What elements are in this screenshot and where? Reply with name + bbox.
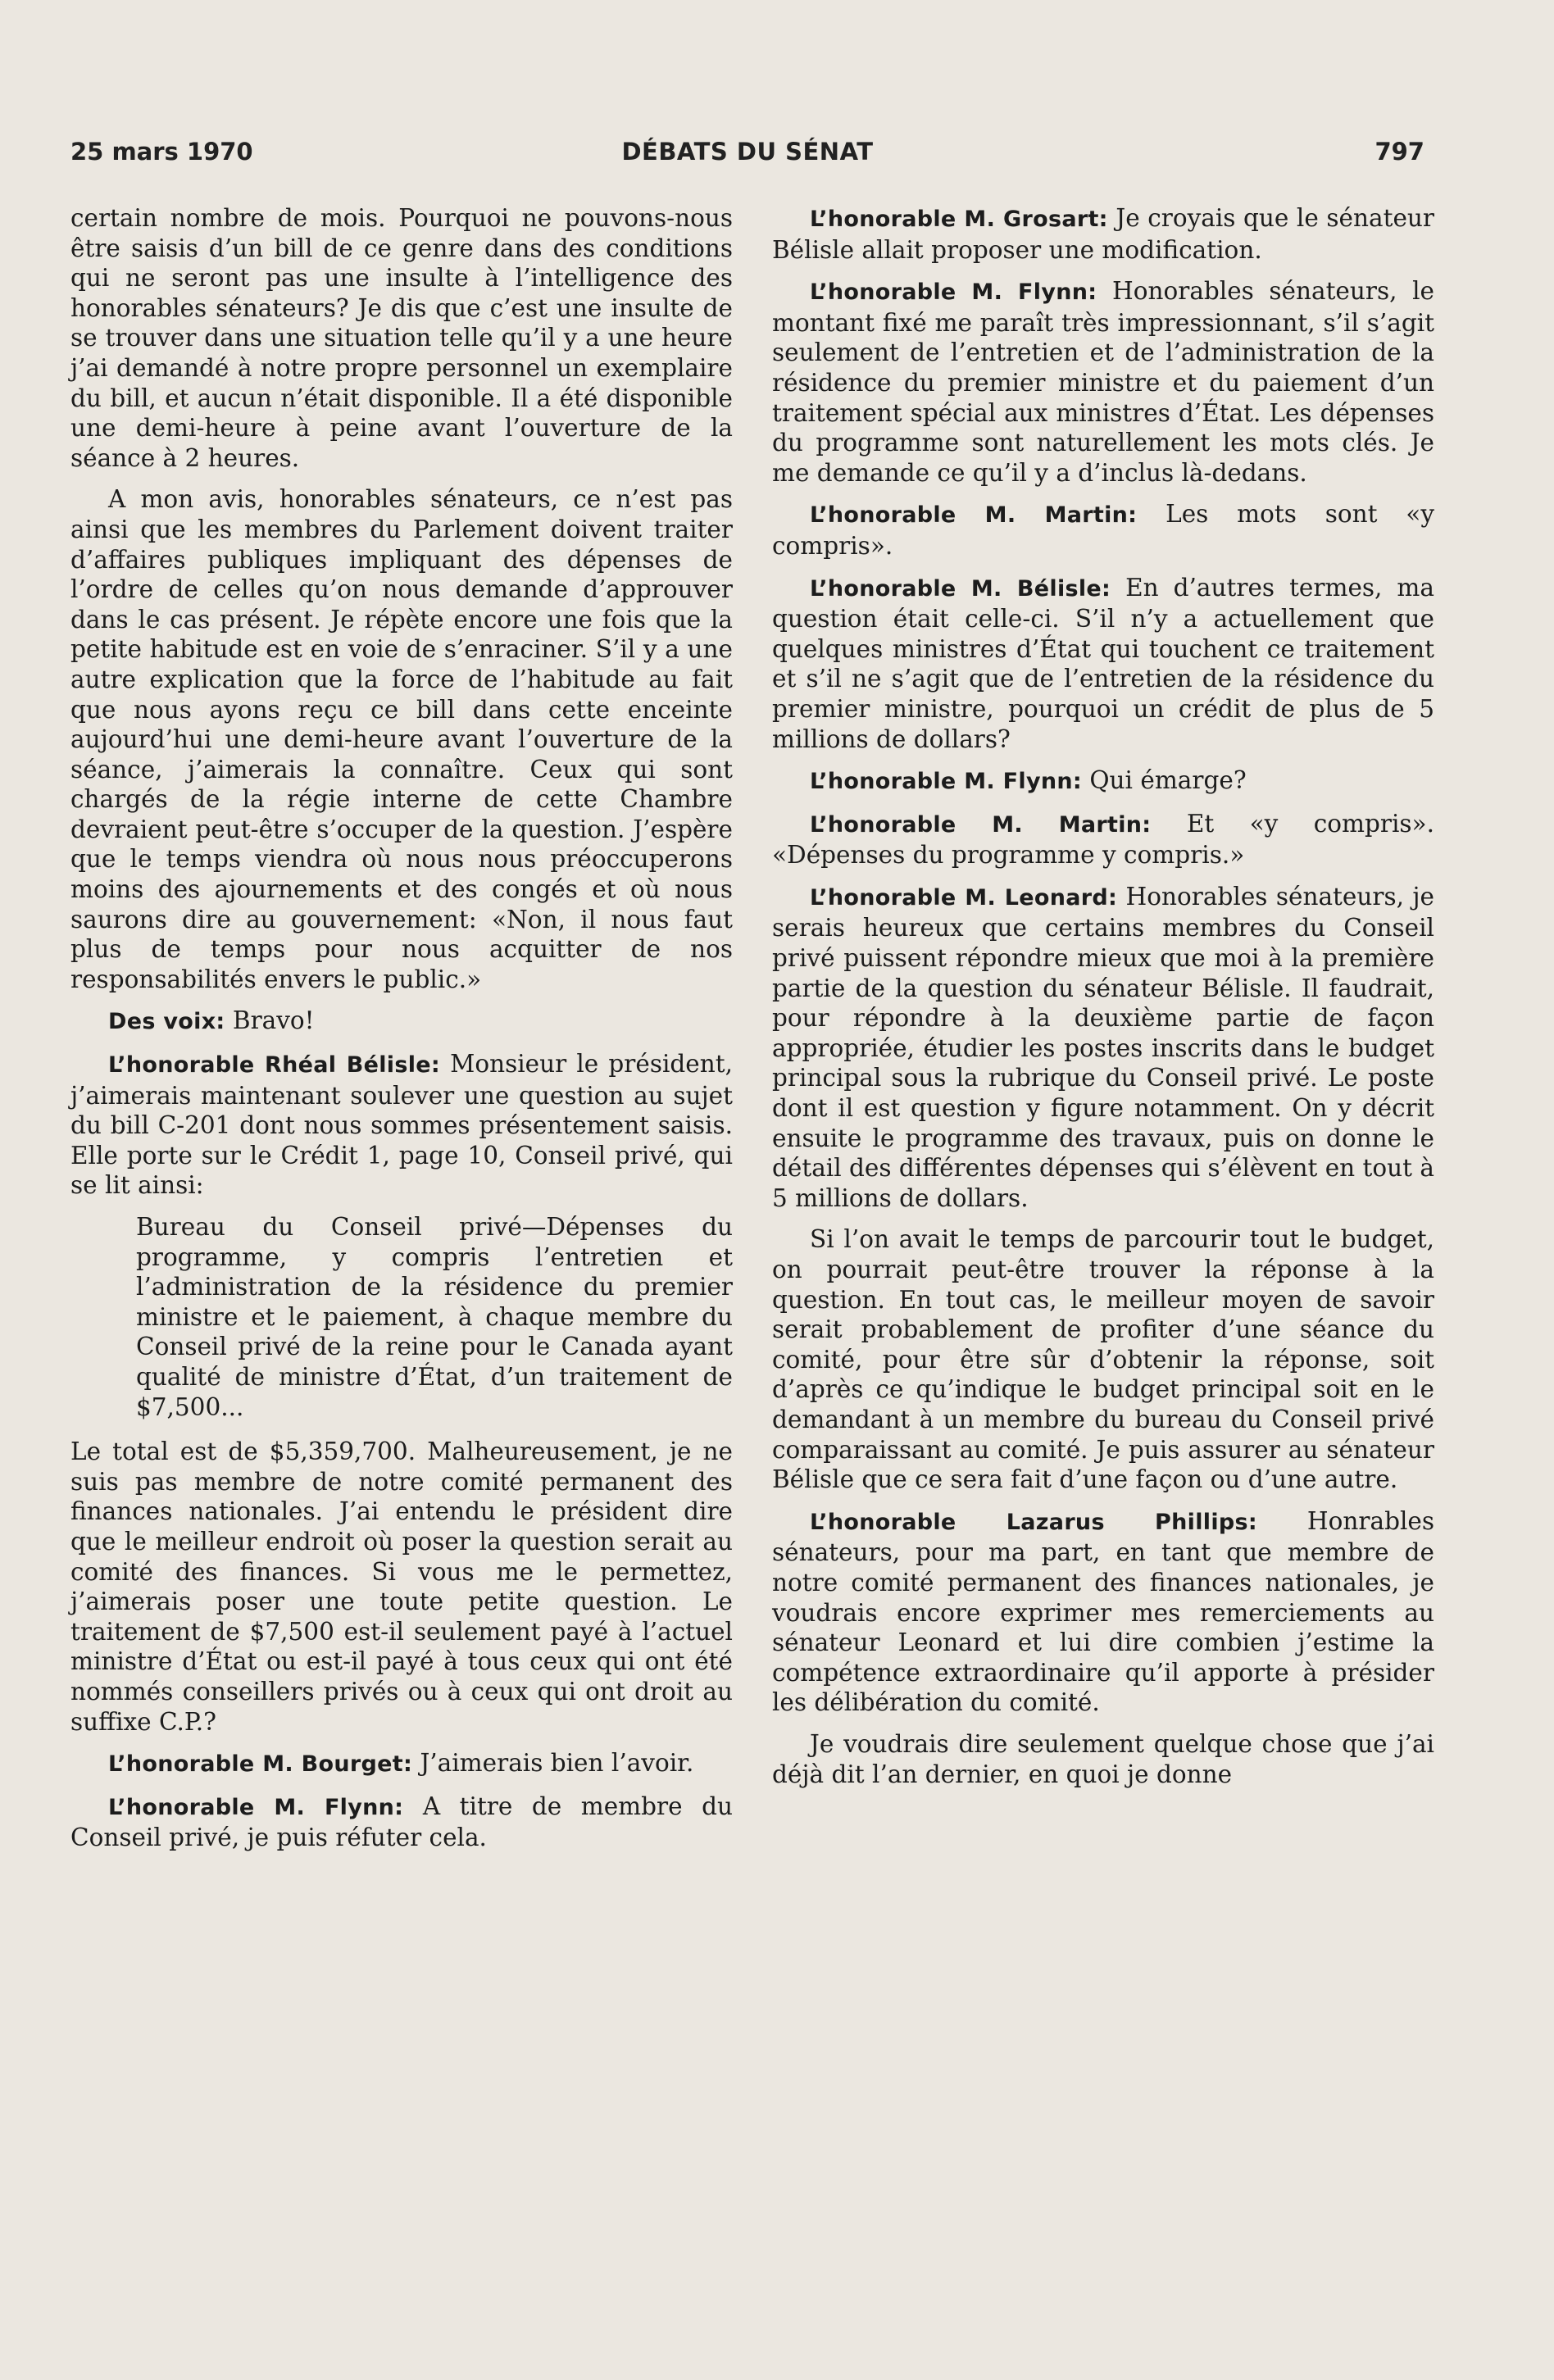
running-header <box>70 138 1424 174</box>
speech <box>772 499 1434 561</box>
speech-text: A titre de membre du Conseil privé, je puis réfuter cela. <box>70 1792 734 1852</box>
speech <box>772 203 1434 265</box>
speech-text: Bravo! <box>225 1006 315 1035</box>
speech-text: Honorables sénateurs, le montant fixé me paraît très impressionnant, s’il s’agit seulement de l’entretien et de l’administration de la résidence du premier ministre et du paiement d’un traitement spécial aux ministres d’État. Les dépenses du programme sont naturellement les mots clés. Je me demande ce qu’il y a d’inclus là-dedans. <box>772 277 1434 487</box>
paragraph: Je voudrais dire seulement quelque chose que j’ai déjà dit l’an dernier, en quoi je donne <box>772 1729 1434 1788</box>
speech <box>772 809 1434 870</box>
page-number: 797 <box>1375 138 1424 166</box>
speech <box>772 765 1434 797</box>
paragraph: certain nombre de mois. Pourquoi ne pouvons-nous être saisis d’un bill de ce genre dans des conditions qui ne seront pas une insulte à l’intelligence des honorables sénateurs? Je dis que c’est une insulte de se trouver dans une situation telle qu’il y a une heure j’ai demandé à notre propre personnel un exemplaire du bill, et aucun n’était disponible. Il a été disponible une demi-heure à peine avant l’ouverture de la séance à 2 heures. <box>70 204 733 472</box>
speaker-name: L’honorable M. Martin: <box>810 502 1138 529</box>
speaker-name: L’honorable Rhéal Bélisle: <box>108 1052 440 1079</box>
speech-text: Honrables sénateurs, pour ma part, en tant que membre de notre comité permanent des finances nationales, je voudrais encore exprimer mes remerciements au sénateur Leonard et lui dire combien j’estime la compétence extraordinaire qu’il apporte à présider les délibération du comité. <box>772 1506 1435 1717</box>
speech-text: Qui émarge? <box>1082 766 1247 795</box>
right-column <box>772 203 1434 1801</box>
speech <box>70 1792 733 1853</box>
speech <box>772 882 1434 1214</box>
speech <box>772 1506 1434 1718</box>
speaker-name: L’honorable M. Bélisle: <box>810 575 1111 602</box>
speech <box>70 1748 733 1780</box>
speech <box>70 1049 733 1201</box>
left-column <box>70 203 733 1864</box>
speech-text: Les mots sont «y compris». <box>772 500 1434 560</box>
speech <box>70 1006 733 1038</box>
speech-text: Et «y compris». «Dépenses du programme y compris.» <box>772 809 1434 870</box>
speech-text: Honorables sénateurs, je serais heureux que certains membres du Conseil privé puissent répondre mieux que moi à la première partie de la question du sénateur Bélisle. Il faudrait, pour répondre à la deuxième partie de façon appropriée, étudier les postes inscrits dans le budget principal sous la rubrique du Conseil privé. Le poste dont il est question y figure notamment. On y décrit ensuite le programme des travaux, puis on donne le détail des différentes dépenses qui s’élèvent en tout à 5 millions de dollars. <box>772 882 1435 1212</box>
speech-text: Monsieur le président, j’aimerais maintenant soulever une question au sujet du bill C-201 dont nous sommes présentement saisis. Elle porte sur le Crédit 1, page 10, Conseil privé, qui se lit ainsi: <box>70 1050 733 1200</box>
speech <box>772 276 1434 488</box>
paragraph: Le total est de $5,359,700. Malheureusement, je ne suis pas membre de notre comité permanent des finances nationales. J’ai entendu le président dire que le meilleur endroit où poser la question serait au comité des finances. Si vous me le permettez, j’aimerais poser une toute petite question. Le traitement de $7,500 est-il seulement payé à l’actuel ministre d’État ou est-il payé à tous ceux qui ont été nommés conseillers privés ou à ceux qui ont droit au suffixe C.P.? <box>70 1438 733 1736</box>
header-title: DÉBATS DU SÉNAT <box>621 138 874 166</box>
quoted-credit-text: Bureau du Conseil privé—Dépenses du programme, y compris l’entretien et l’administration de la résidence du premier ministre et le paiement, à chaque membre du Conseil privé de la reine pour le Canada ayant qualité de ministre d’État, d’un traitement de $7,500... <box>136 1213 733 1421</box>
paragraph: Si l’on avait le temps de parcourir tout le budget, on pourrait peut-être trouver la réponse à la question. En tout cas, le meilleur moyen de savoir serait probablement de profiter d’une séance du comité, pour être sûr d’obtenir la réponse, soit d’après ce qu’indique le budget principal soit en le demandant à un membre du bureau du Conseil privé comparaissant au comité. Je puis assurer au sénateur Bélisle que ce sera fait d’une façon ou d’une autre. <box>772 1225 1434 1494</box>
header-date: 25 mars 1970 <box>70 138 253 166</box>
speech-text: J’aimerais bien l’avoir. <box>412 1749 694 1778</box>
speech-text: Je croyais que le sénateur Bélisle allait proposer une modification. <box>772 204 1435 264</box>
paragraph: A mon avis, honorables sénateurs, ce n’est pas ainsi que les membres du Parlement doivent traiter d’affaires publiques impliquant des dépenses de l’ordre de celles qu’on nous demande d’approuver dans le cas présent. Je répète encore une fois que la petite habitude est en voie de s’enraciner. S’il y a une autre explication que la force de l’habitude au fait que nous ayons reçu ce bill dans cette enceinte aujourd’hui une demi-heure avant l’ouverture de la séance, j’aimerais la connaître. Ceux qui sont chargés de la régie interne de cette Chambre devraient peut-être s’occuper de la question. J’espère que le temps viendra où nous nous préoccuperons moins des ajournements et des congés et où nous saurons dire au gouvernement: «Non, il nous faut plus de temps pour nous acquitter de nos responsabilités envers le public.» <box>70 485 733 993</box>
speaker-name: Des voix: <box>108 1009 225 1035</box>
speaker-name: L’honorable M. Leonard: <box>810 884 1118 911</box>
speaker-name: L’honorable M. Martin: <box>810 811 1152 838</box>
speaker-name: L’honorable M. Flynn: <box>108 1794 404 1820</box>
speaker-name: L’honorable M. Flynn: <box>810 279 1097 306</box>
speaker-name: L’honorable M. Bourget: <box>108 1751 413 1778</box>
speech-text: En d’autres termes, ma question était celle-ci. S’il n’y a actuellement que quelques ministres d’État qui touchent ce traitement et s’il ne s’agit que de l’entretien de la résidence du premier ministre, pourquoi un crédit de plus de 5 millions de dollars? <box>772 573 1434 753</box>
speaker-name: L’honorable M. Flynn: <box>810 769 1082 795</box>
speech <box>772 573 1434 755</box>
speaker-name: L’honorable Lazarus Phillips: <box>810 1509 1257 1535</box>
speaker-name: L’honorable M. Grosart: <box>810 207 1108 232</box>
